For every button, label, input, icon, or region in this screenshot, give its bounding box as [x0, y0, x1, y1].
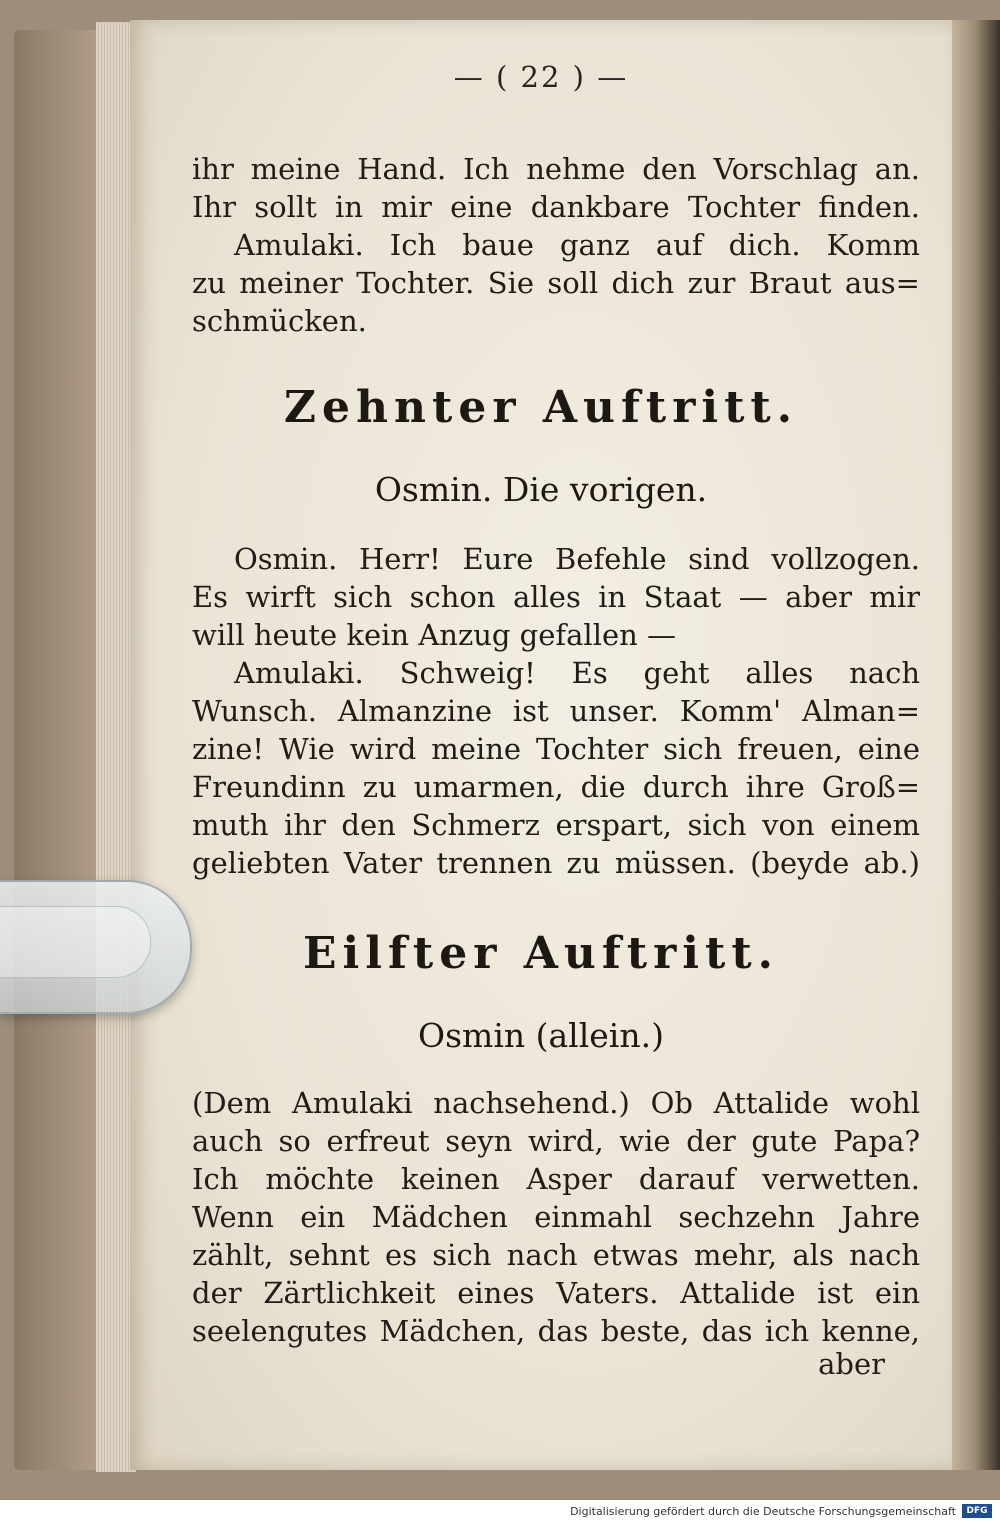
text-line: Freundinn zu umarmen, die durch ihre Groß= — [192, 770, 920, 804]
text-line: Wunsch. Almanzine ist unser. Komm' Alman= — [192, 694, 920, 728]
text-line: auch so erfreut seyn wird, wie der gute Papa? — [192, 1124, 920, 1158]
clip-inner-loop — [0, 906, 151, 978]
text-line: will heute kein Anzug gefallen — — [192, 618, 677, 652]
text-line: ihr meine Hand. Ich nehme den Vorschlag an. — [192, 152, 920, 186]
text-line: zählt, sehnt es sich nach etwas mehr, als nach — [192, 1238, 920, 1272]
text-line: zu meiner Tochter. Sie soll dich zur Braut aus= — [192, 266, 920, 300]
scene-ten-title: Zehnter Auftritt. — [283, 382, 799, 433]
text-line: seelengutes Mädchen, das beste, das ich kenne, — [192, 1314, 920, 1348]
text-line: Amulaki. Ich baue ganz auf dich. Komm — [234, 228, 920, 262]
text-line: Ihr sollt in mir eine dankbare Tochter finden. — [192, 190, 920, 224]
scene-eleven-text — [192, 1084, 920, 1350]
top-text-block — [192, 150, 920, 340]
scene-ten-text — [192, 540, 920, 882]
text-line: Amulaki. Schweig! Es geht alles nach — [234, 656, 920, 690]
text-line: geliebten Vater trennen zu müssen. (beyde ab.) — [192, 846, 920, 880]
page-number-header: — ( 22 ) — — [453, 60, 629, 94]
footer-credit: Digitalisierung gefördert durch die Deutsche Forschungsgemeinschaft — [570, 1505, 956, 1518]
text-line: Wenn ein Mädchen einmahl sechzehn Jahre — [192, 1200, 920, 1234]
text-line: schmücken. — [192, 304, 367, 338]
book-cover-right — [948, 20, 1000, 1470]
scene-ten-cast: Osmin. Die vorigen. — [374, 470, 708, 509]
text-line: muth ihr den Schmerz erspart, sich von einem — [192, 808, 920, 842]
text-line: zine! Wie wird meine Tochter sich freuen, eine — [192, 732, 920, 766]
page-holder-clip — [0, 880, 192, 1014]
book-page — [130, 20, 952, 1470]
text-line: (Dem Amulaki nachsehend.) Ob Attalide wohl — [192, 1086, 920, 1120]
scene-eleven-title: Eilfter Auftritt. — [303, 928, 779, 979]
text-line: Es wirft sich schon alles in Staat — aber mir — [192, 580, 920, 614]
dfg-logo-icon: DFG — [962, 1504, 992, 1518]
text-line: Ich möchte keinen Asper darauf verwetten. — [192, 1162, 920, 1196]
text-line: der Zärtlichkeit eines Vaters. Attalide ist ein — [192, 1276, 920, 1310]
scene-eleven-cast: Osmin (allein.) — [418, 1016, 664, 1055]
text-line: Osmin. Herr! Eure Befehle sind vollzogen. — [234, 542, 920, 576]
catchword: aber — [818, 1347, 885, 1381]
